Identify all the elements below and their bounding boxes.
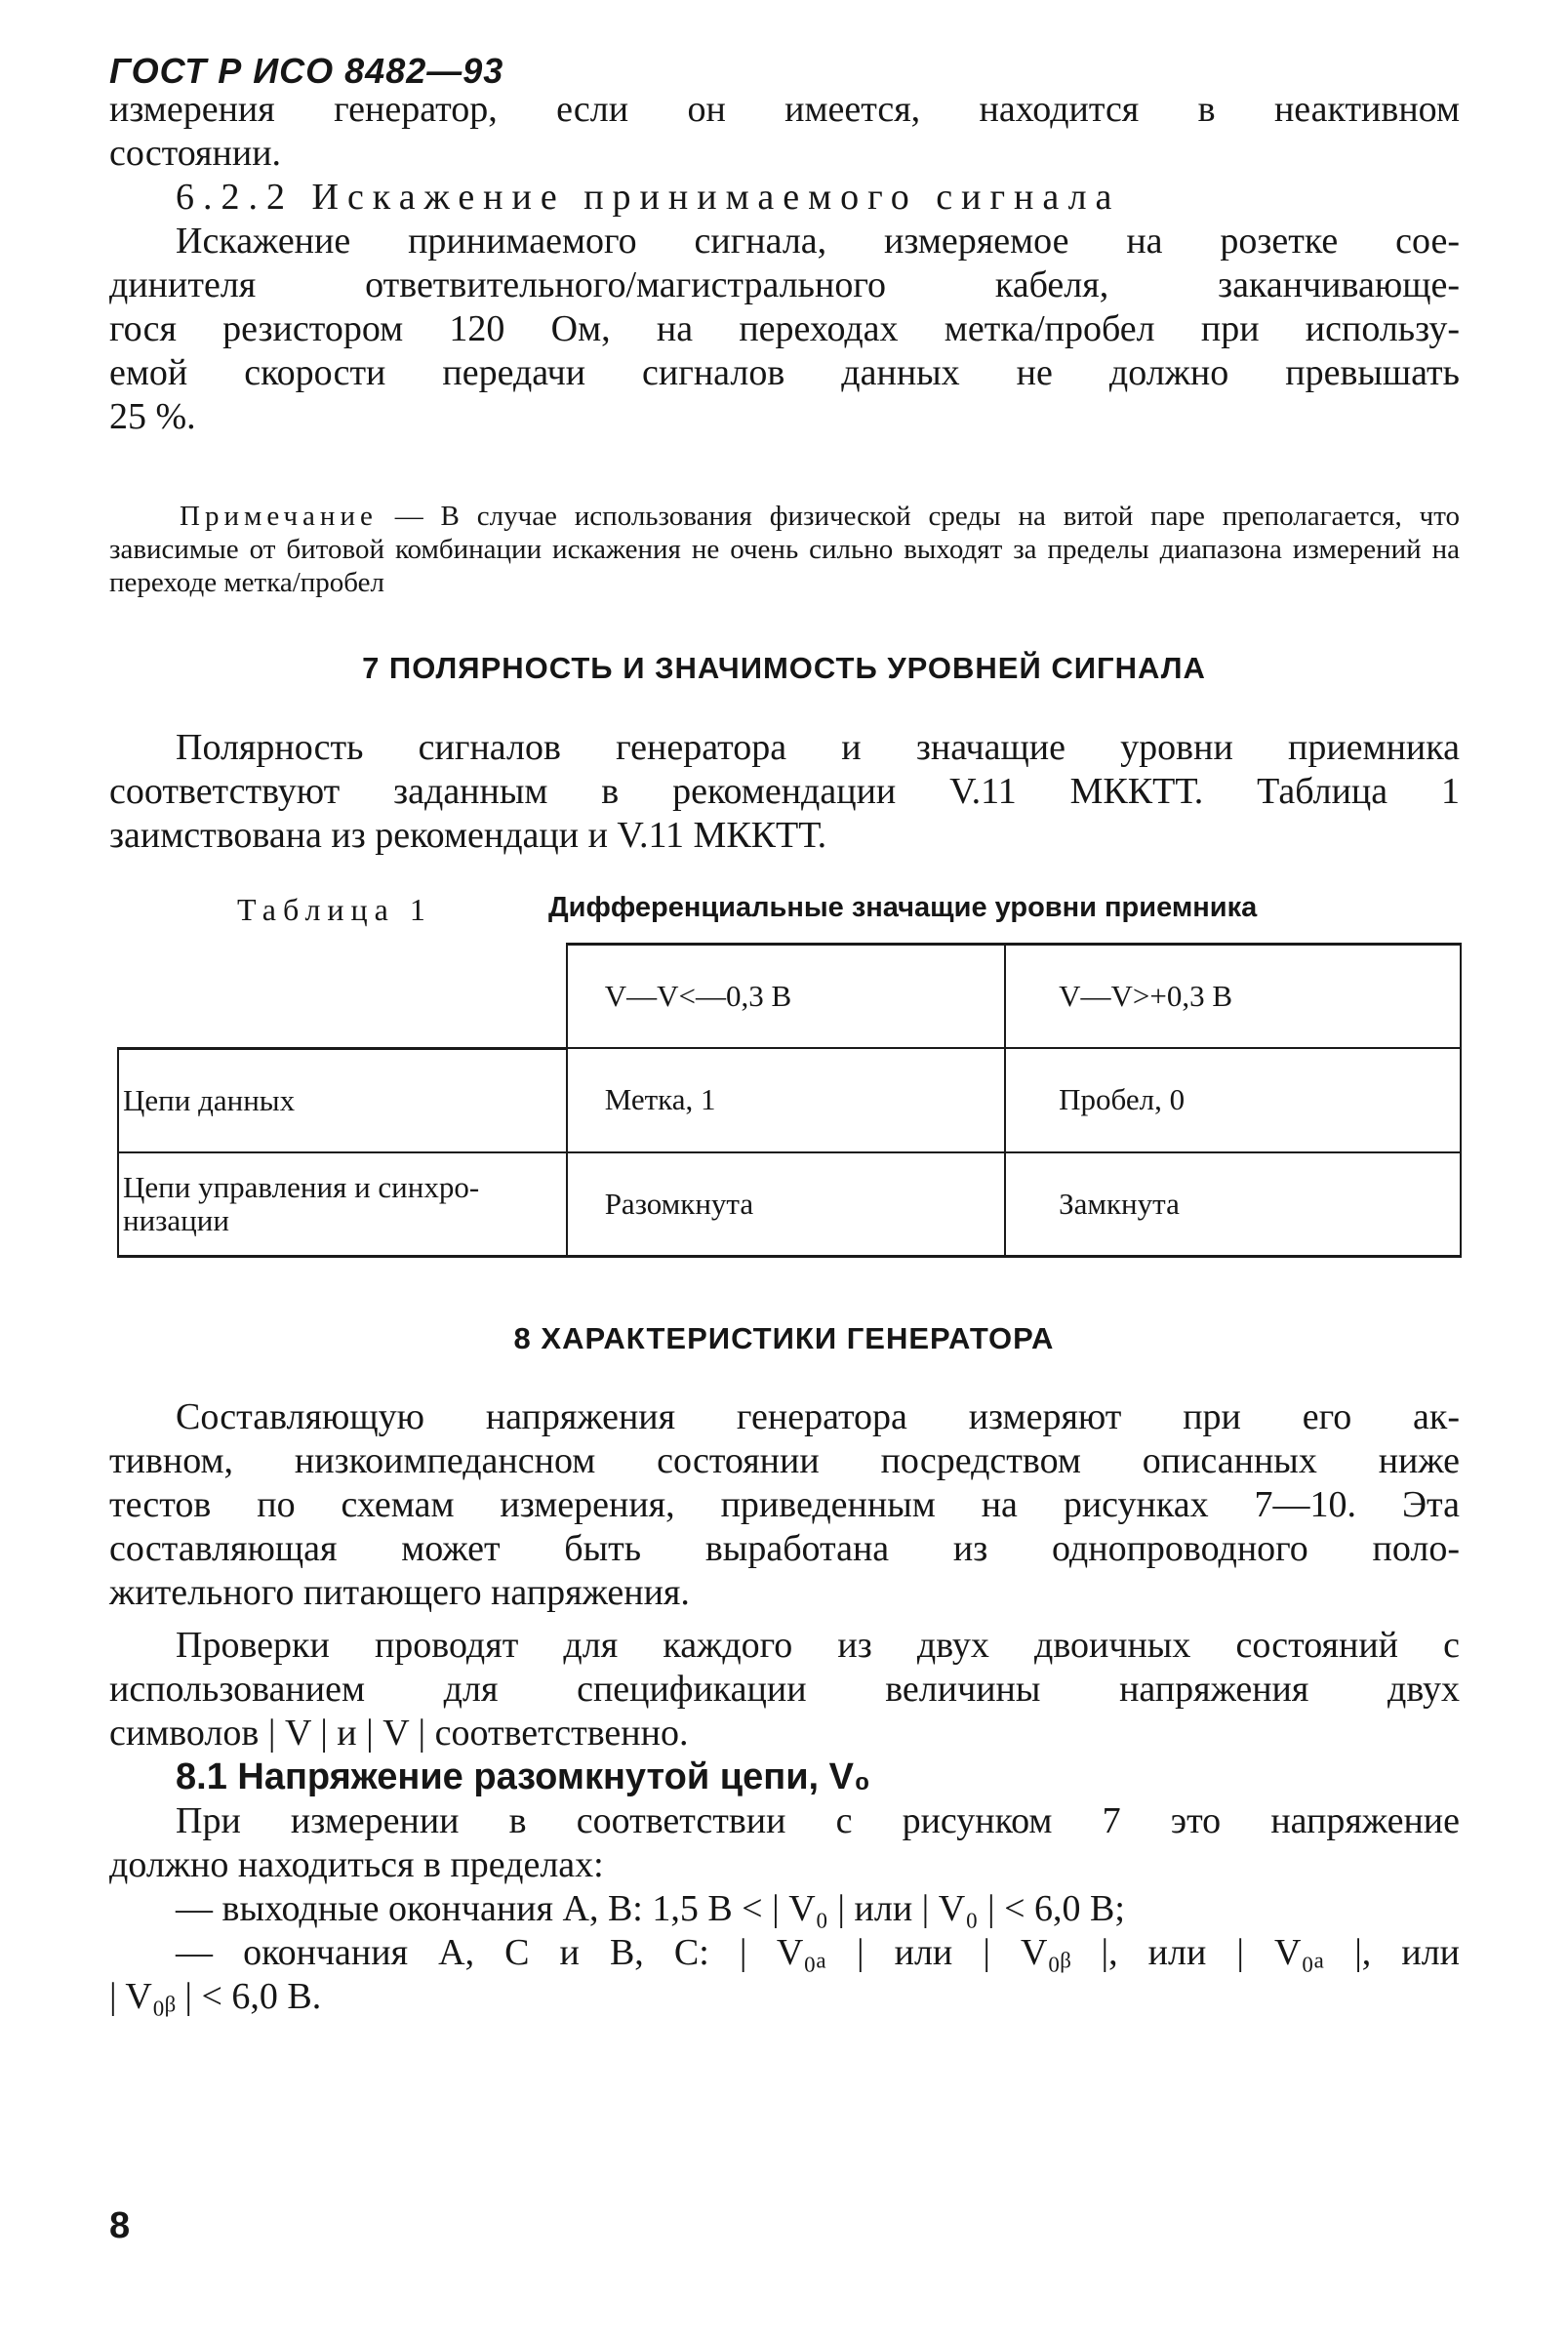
note-text: — В случае использования физической среды на витой паре преполагается, что зависимые от битовой комбинации искажения не очень сильно выходят за пределы диапазона измерений на переходе метка/пробел <box>109 501 1460 598</box>
section-8-para2-line-3: символов | V | и | V | соответственно. <box>109 1713 689 1754</box>
document-header: ГОСТ Р ИСО 8482—93 <box>109 51 504 91</box>
section-6-2-2-title: 6.2.2 Искажение принимаемого сигнала <box>176 177 1121 218</box>
section-6-2-2-line-4: емой скорости передачи сигналов данных не должно превышать <box>109 352 1460 393</box>
section-6-2-2-line-2: динителя ответвительного/магистрального кабеля, заканчивающе- <box>109 264 1460 305</box>
intro-line-2: состоянии. <box>109 133 282 174</box>
table-header-cell: V—V>+0,3 В <box>1005 945 1461 1049</box>
table-header-cell: V—V<—0,3 В <box>567 945 1005 1049</box>
section-7-line-3: заимствована из рекомендаци и V.11 МККТТ. <box>109 815 827 856</box>
section-8-1-line-5: | V₀ᵦ | < 6,0 В. <box>109 1976 322 2017</box>
intro-line-1: измерения генератор, если он имеется, находится в неактивном <box>109 89 1460 130</box>
note-paragraph <box>109 500 1460 599</box>
section-8-1-line-3: — выходные окончания A, B: 1,5 В < | V₀ | или | V₀ | < 6,0 В; <box>176 1888 1125 1929</box>
table-cell: Замкнута <box>1005 1152 1461 1257</box>
section-8-para2-line-1: Проверки проводят для каждого из двух двоичных состояний с <box>176 1625 1460 1666</box>
table-row-label: Цепи данных <box>118 1048 567 1152</box>
table-corner-cell <box>118 945 567 1049</box>
table-title: Дифференциальные значащие уровни приемника <box>548 892 1258 923</box>
section-8-para1-line-2: тивном, низкоимпедансном состоянии посредством описанных ниже <box>109 1440 1460 1481</box>
section-6-2-2-line-3: гося резистором 120 Ом, на переходах метка/пробел при использу- <box>109 308 1460 349</box>
table-cell: Пробел, 0 <box>1005 1048 1461 1152</box>
section-8-para1-line-4: составляющая может быть выработана из однопроводного поло- <box>109 1528 1460 1569</box>
section-8-1-line-2: должно находиться в пределах: <box>109 1844 604 1885</box>
section-6-2-2-line-5: 25 %. <box>109 396 196 437</box>
table-row-label: Цепи управления и синхро-низации <box>118 1152 567 1257</box>
note-label: Примечание <box>180 501 378 532</box>
section-8-1-title: 8.1 Напряжение разомкнутой цепи, V₀ <box>176 1756 871 1797</box>
section-8-para2-line-2: использованием для спецификации величины напряжения двух <box>109 1669 1460 1710</box>
table-label: Таблица 1 <box>237 892 432 927</box>
section-8-1-line-4: — окончания A, C и B, C: | V₀ₐ | или | V₀ᵦ |, или | V₀ₐ |, или <box>176 1932 1460 1973</box>
table-cell: Разомкнута <box>567 1152 1005 1257</box>
table-row <box>118 1152 1461 1257</box>
table-cell: Метка, 1 <box>567 1048 1005 1152</box>
section-8-heading: 8 ХАРАКТЕРИСТИКИ ГЕНЕРАТОРА <box>513 1321 1055 1355</box>
section-8-para1-line-5: жительного питающего напряжения. <box>109 1572 690 1613</box>
section-7-line-1: Полярность сигналов генератора и значащие уровни приемника <box>176 727 1460 768</box>
section-8-para1-line-1: Составляющую напряжения генератора измеряют при его ак- <box>176 1396 1460 1437</box>
page-number: 8 <box>109 2205 131 2246</box>
section-8-1-line-1: При измерении в соответствии с рисунком 7 это напряжение <box>176 1800 1460 1841</box>
section-7-heading: 7 ПОЛЯРНОСТЬ И ЗНАЧИМОСТЬ УРОВНЕЙ СИГНАЛА <box>362 651 1206 685</box>
table-row <box>118 1048 1461 1152</box>
section-6-2-2-line-1: Искажение принимаемого сигнала, измеряемое на розетке сое- <box>176 221 1460 262</box>
table-header-row <box>118 945 1461 1049</box>
section-7-line-2: соответствуют заданным в рекомендации V.11 МККТТ. Таблица 1 <box>109 771 1460 812</box>
section-8-para1-line-3: тестов по схемам измерения, приведенным на рисунках 7—10. Эта <box>109 1484 1460 1525</box>
levels-table <box>117 943 1462 1258</box>
